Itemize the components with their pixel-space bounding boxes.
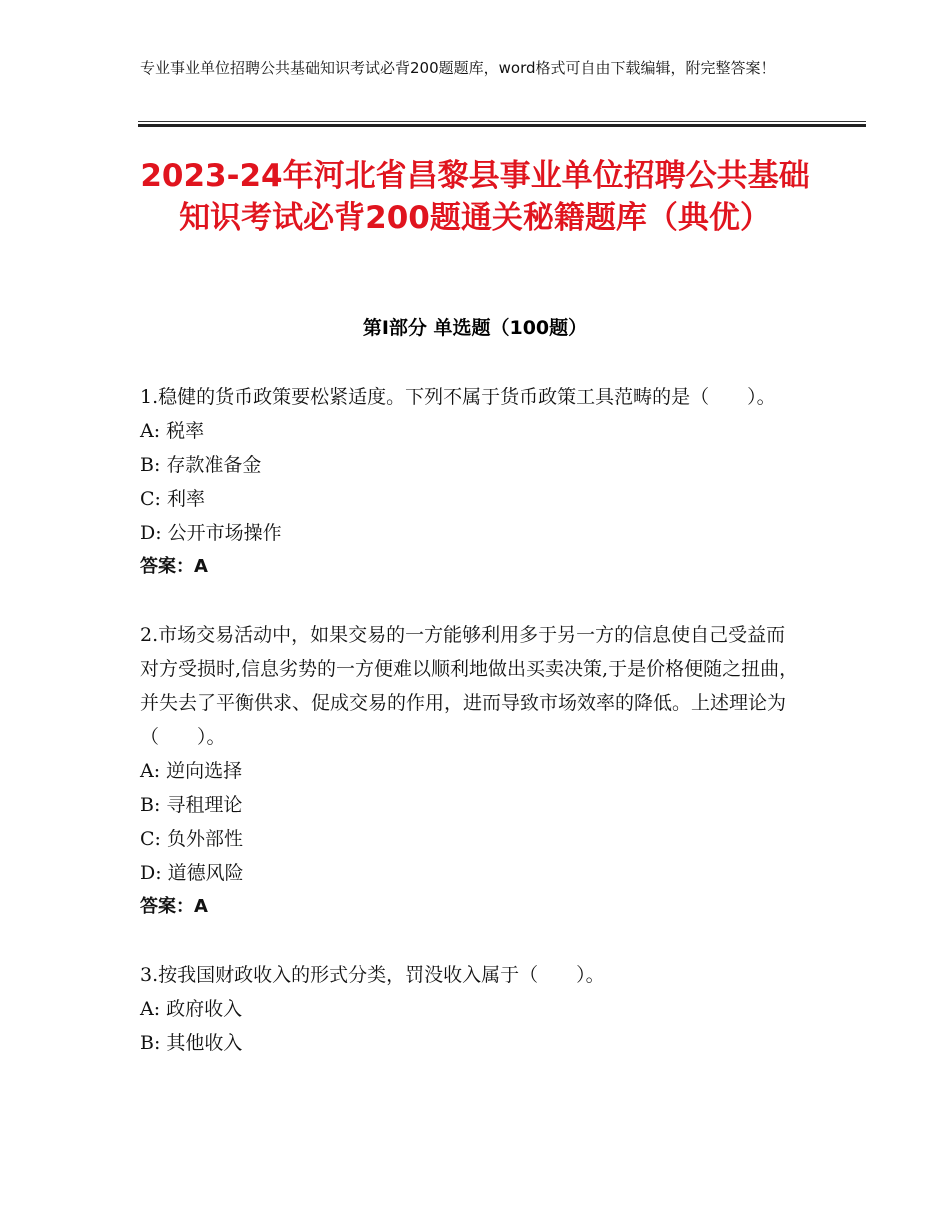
answer: 答案：A bbox=[140, 556, 208, 577]
header-note: 专业事业单位招聘公共基础知识考试必背200题题库，word格式可自由下载编辑，附完整答案！ bbox=[140, 59, 776, 77]
option-d: D: 公开市场操作 bbox=[140, 522, 282, 544]
section-title: 第Ⅰ部分 单选题（100题） bbox=[362, 317, 588, 339]
question-stem: 3.按我国财政收入的形式分类，罚没收入属于（ ）。 bbox=[140, 964, 605, 986]
option-a: A: 政府收入 bbox=[140, 998, 243, 1020]
option-a: A: 逆向选择 bbox=[140, 760, 243, 782]
header-divider-thin bbox=[138, 121, 866, 122]
document-title: 2023-24年河北省昌黎县事业单位招聘公共基础知识考试必背200题通关秘籍题库（典优） bbox=[140, 158, 810, 236]
option-c: C: 利率 bbox=[140, 488, 205, 510]
question-stem: 2.市场交易活动中，如果交易的一方能够利用多于另一方的信息使自己受益而对方受损时,信息劣势的一方便难以顺利地做出买卖决策,于是价格便随之扭曲，并失去了平衡供求、促成交易的作用，进而导致市场效率的降低。上述理论为（ ）。 bbox=[140, 624, 799, 748]
question-stem: 1.稳健的货币政策要松紧适度。下列不属于货币政策工具范畴的是（ ）。 bbox=[140, 386, 776, 408]
option-b: B: 存款准备金 bbox=[140, 454, 262, 476]
answer: 答案：A bbox=[140, 896, 208, 917]
question-2 bbox=[140, 618, 800, 924]
header-divider-thick bbox=[138, 124, 866, 127]
option-d: D: 道德风险 bbox=[140, 862, 244, 884]
question-3 bbox=[140, 958, 800, 1060]
question-list bbox=[140, 380, 800, 1094]
option-c: C: 负外部性 bbox=[140, 828, 243, 850]
option-a: A: 税率 bbox=[140, 420, 205, 442]
question-1 bbox=[140, 380, 800, 584]
option-b: B: 其他收入 bbox=[140, 1032, 243, 1054]
option-b: B: 寻租理论 bbox=[140, 794, 243, 816]
